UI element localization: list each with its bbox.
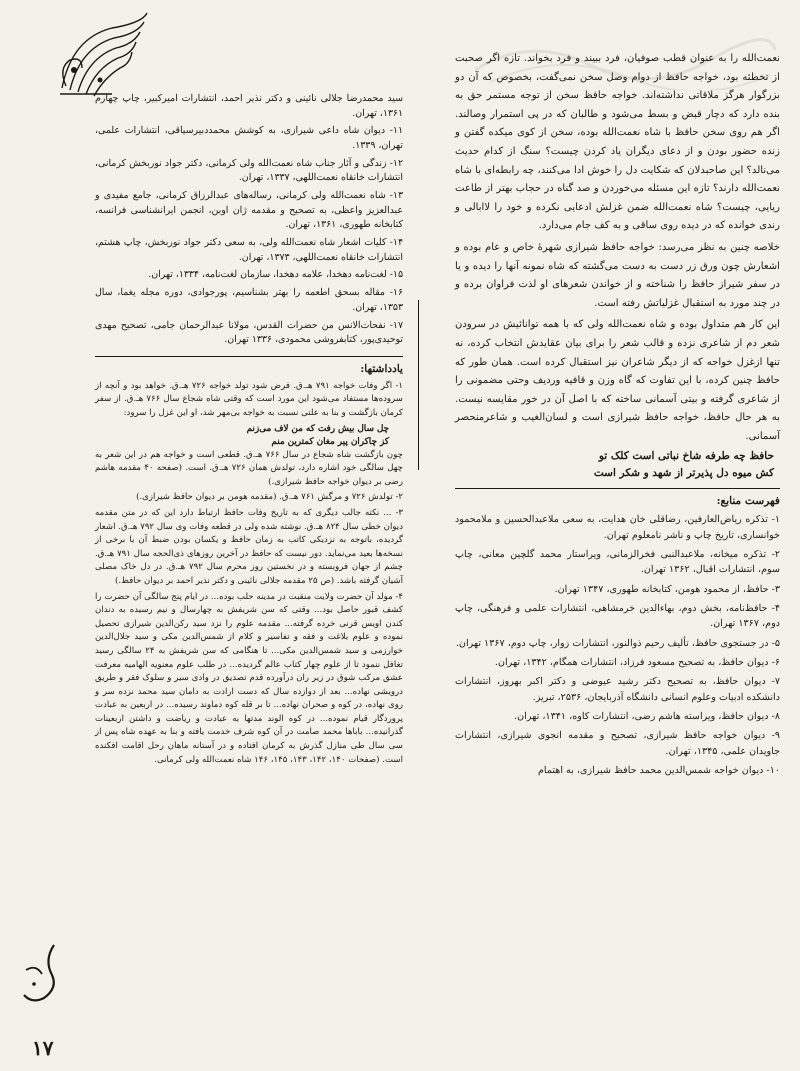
source-item: ۳- حافظ، از محمود هومن، کتابخانه طهوری، ۱۳۴۷ تهران. — [554, 583, 780, 595]
calligraphic-ornament-icon — [52, 8, 152, 98]
source-item: ۱۶- مقاله بسحق اطعمه را بهتر بشناسیم، پورجوادی، دوره مجله یغما، سال ۱۳۵۳، تهران. — [95, 287, 403, 313]
note-item: ۲- تولدش ۷۲۶ و مرگش ۷۶۱ هـ.ق. (مقدمه هومن بر دیوان حافظ شیرازی.) — [136, 492, 403, 503]
right-column — [455, 50, 780, 782]
hemistich: چل سال بیش رفت که من لاف می‌زنم — [246, 423, 389, 434]
source-item: ۵- در جستجوی حافظ، تألیف رحیم ذوالنور، انتشارات زوار، چاپ دوم، ۱۳۶۷ تهران. — [455, 637, 780, 649]
hemistich: کز چاکران پیر مغان کمترین منم — [271, 436, 389, 447]
source-item: ۱۲- زندگی و آثار جناب شاه نعمت‌الله ولی کرمانی، دکتر جواد نوربخش کرمانی، انتشارات خانقاه نعمت‌اللهی، ۱۳۳۷، تهران. — [95, 157, 403, 184]
page-number: ۱۷ — [32, 1036, 54, 1060]
body-paragraph: این کار هم متداول بوده و شاه نعمت‌الله ولی که با همه توانائیش در سرودن شعر دم از شاعری نزده و قالب شعر را برای بیان عقایدش انتخاب کرده، نه تنها ازغزل خواجه که از دیگر شاعران نیز استقبال کرده است. همان طور که حافظ چنین کرده، با این تفاوت که گاه وزن و قافیه وردیف وحتی مضمونی را از شاعری گرفته و بیتی آسمانی ساخته که با اصل آن در خور مقایسه نیست. به هر حال حافظ، خواجه حافظ شیرازی است و لسان‌الغیب و شاعرمنحصر آسمانی. — [455, 319, 780, 442]
hemistich: حافظ چه طرفه شاخ نباتی است کلک تو — [598, 450, 774, 463]
source-item: ۶- دیوان حافظ، به تصحیح مسعود فرزاد، انتشارات همگام، ۱۳۴۲، تهران. — [494, 657, 780, 669]
note-item: ۱- اگر وفات خواجه ۷۹۱ هـ.ق. فرض شود تولد خواجه ۷۲۶ هـ.ق. خواهد بود و آنچه از سروده‌ها مستفاد می‌شود این مورد است که وقتی شاه شجاع سال ۷۶۶ هـ.ق. از سفر کرمان بازگشت و بنا به علتی نسبت به خواجه بی‌مهر شد، او این غزل را سرود: — [95, 380, 403, 418]
source-item: ۴- حافظ‌نامه، بخش دوم، بهاءالدین خرمشاهی، انتشارات علمی و فرهنگی، چاپ دوم، ۱۳۶۷ تهران. — [455, 603, 780, 630]
hemistich: کش میوه دل پذیرتر از شهد و شکر است — [593, 467, 774, 480]
sources-heading: فهرست منابع: — [716, 495, 780, 508]
source-item: ۷- دیوان حافظ، به تصحیح دکتر رشید عیوضی و دکتر اکبر بهروز، انتشارات دانشکده ادبیات وعلوم انسانی دانشگاه آذربایجان، ۲۵۳۶، تبریز. — [455, 676, 780, 703]
source-item: ۸- دیوان حافظ، ویراسته هاشم رضی، انتشارات کاوه، ۱۳۴۱، تهران. — [514, 711, 780, 723]
source-item: ۱۰- دیوان خواجه شمس‌الدین محمد حافظ شیرازی، به اهتمام — [537, 765, 780, 776]
note-item: چون بازگشت شاه شجاع در سال ۷۶۶ هـ.ق. قطعی است و خواجه هم در این شعر به چهل سالگی خود اشاره دارد، تولدش همان ۷۲۶ هـ.ق. است. (صفحه ۴۰ مقدمه هاشم رضی بر دیوان خواجه حافظ شیرازی.) — [95, 449, 403, 487]
kerman-calligraphy-signature — [14, 940, 64, 1010]
source-item: ۲- تذکره میخانه، ملاعبدالنبی فخرالزمانی، ویراستار محمد گلچین معانی، چاپ سوم، انتشارات اقبال، ۱۳۶۲ تهران. — [455, 549, 780, 576]
source-item: ۹- دیوان خواجه حافظ شیرازی، تصحیح و مقدمه انجوی شیرازی، انتشارات جاویدان علمی، ۱۳۴۵، تهران. — [455, 730, 780, 757]
left-column — [95, 92, 403, 769]
note-verse-line — [95, 436, 403, 449]
source-item: ۱۳- شاه نعمت‌الله ولی کرمانی، رساله‌های عبدالرزاق کرمانی، جامع مفیدی و عبدالعزیز واعظی، به تصحیح و مقدمه ژان اوبن، انجمن ایرانشناسی فرانسه، کتابخانه طهوری، ۱۳۶۱، تهران. — [95, 190, 403, 231]
source-item: ۱۵- لغت‌نامه دهخدا، علامه دهخدا، سازمان لغت‌نامه، ۱۳۳۴، تهران. — [148, 269, 403, 281]
notes-divider — [95, 356, 403, 357]
section-divider — [455, 488, 780, 489]
note-verse-line — [95, 423, 403, 436]
verse-line — [455, 465, 780, 482]
source-item: ۱۴- کلیات اشعار شاه نعمت‌الله ولی، به سعی دکتر جواد نوربخش، چاپ هشتم، انتشارات خانقاه نعمت‌اللهی، ۱۳۷۳، تهران. — [95, 237, 403, 263]
note-item: ۳- ... نکته جالب دیگری که به تاریخ وفات حافظ ارتباط دارد این که در متن مقدمه دیوان خطی سال ۸۲۴ هـ.ق. نوشته شده ولی در قطعه وفات وی سال ۷۹۲ هـ.ق. اشعار گردیده، باتوجه به نزدیکی کاتب به زمان حافظ و یکسان بودن ضبط آن با برخی از نسخه‌ها بعید می‌نماید. دور نیست که حافظ در آخرین روزهای ذی‌الحجه سال ۷۹۱ هـ.ق. چشم از جهان فروبسته و در نخستین روز محرم سال ۷۹۲ هـ.ق. در دل خاک مصلی آشیان گرفته باشد. (ص ۲۵ مقدمه جلالی نائینی و دکتر نذیر احمد بر دیوان حافظ.) — [95, 507, 404, 586]
source-item: سید محمدرضا جلالی نائینی و دکتر نذیر احمد، انتشارات امیرکبیر، چاپ چهارم ۱۳۶۱، تهران. — [95, 93, 403, 119]
verse-line — [455, 448, 780, 465]
body-paragraph: خلاصه چنین به نظر می‌رسد: خواجه حافظ شیرازی شهره‌ٔ خاص و عام بوده و اشعارش چون ورق زر دست به دست می‌گشته که شاه نمونه آنها را دیده و یا در سفر شیراز حافظ را شناخته و از خواندن شعرهای او لذت فراوان برده و در چند مورد به استقبال غزلیاتش رفته است. — [455, 241, 780, 309]
body-paragraph: نعمت‌الله را به عنوان قطب صوفیان، فرد ببیند و فرد بخواند. تازه اگر صحبت از تخطئه بود، خواجه حافظ از دوام وصل سخن نمی‌گفت، بخصوص که آن دو بزرگوار هرگز ملاقاتی نداشته‌اند. خواجه حافظ سخن از توجه مستمر حق به بنده دارد که دچار قبض و بسط می‌شود و طالبان که در پی استمرار وصالند. اگر هم روی سخن حافظ با شاه نعمت‌الله بوده، سخن از کوی میکده گفتن و زنده حضور بودن و از دعای دیگران یاد کردن چیست؟ سنگ از کدام حدیث می‌نالد؟ این صاحبدلان که شکایت دل را خوش ادا می‌کنند، چه رابطه‌ای با شاه نعمت‌الله دارند؟ تازه این مسئله می‌خوردن و صد گناه در حجاب بهتر از طاعت ریایی، چیست؟ شاه نعمت‌الله ضمن غزلش ادعایی نکرده و خود را لاابالی و رندی خوانده که در دیده روی ساقی و به کف جام می‌دارد. — [455, 53, 780, 232]
verse-couplet — [455, 448, 780, 482]
notes-heading: یادداشتها: — [360, 362, 403, 375]
source-item: ۱- تذکره ریاض‌العارفین، رضاقلی خان هدایت، به سعی ملاعبدالحسین و ملامحمود خوانساری، تاریخ چاپ و ناشر نامعلوم تهران. — [455, 514, 780, 541]
column-rule — [418, 300, 419, 470]
source-item: ۱۷- نفحات‌الانس من حضرات القدس، مولانا عبدالرحمان جامی، تصحیح مهدی توحیدی‌پور، کتابفروشی محمودی، ۱۳۳۶ تهران. — [95, 319, 403, 346]
source-item: ۱۱- دیوان شاه داعی شیرازی، به کوشش محمددبیرسیاقی، انتشارات علمی، تهران، ۱۳۳۹. — [95, 125, 403, 151]
note-item: ۴- مولد آن حضرت ولایت منقبت در مدینه حلب بوده... در ایام پنج سالگی آن حضرت را کشف قبور حاصل بود... وقتی که سن شریفش به چهارسال و نیم رسیده به دندان کندن اویس قرنی خرده گرفته... مقدمه علوم را نزد سید رکن‌الدین شیرازی تحصیل نموده و علوم بلاغت و فقه و تفاسیر و کلام از شمس‌الدین مکی و سید جلال‌الدین خوارزمی و سید شمس‌الدین مکی... تا هنگامی که سن شریفش به ۲۴ سالگی رسید تغافل ننمود تا از علوم چهار کتاب عالم گردیده... در طلب علوم معنویه الهامیه معرفت عشق مرکب شوق در زیر ران درآورده قدم تصدیق در وادی سیر و سلوک فقر و طریق درویشی نهاده... بعد از دوازده سال که دست ارادت به دامان سید محمد نزده سر و روی نهاده، در کوه و صحران نهاده... تا بر قله کوه دماوند رسیده... در اربعین به عبادت پروردگار قیام نموده... در کوه الوند مدتها به عبادت و ریاضت و داشتن اربعینات گذرانیده... باباها محمد صامت در آن کوه شرف خدمت یافته و بنا به عهده شاه پس از سی سال طی منازل گذرش به کرمان افتاده و در آستانه ماهان رحل اقامت افکنده است. (صفحات ۱۴۰، ۱۴۲، ۱۴۳، ۱۴۵، ۱۴۶ شاه نعمت‌الله ولی کرمانی. — [95, 591, 403, 765]
